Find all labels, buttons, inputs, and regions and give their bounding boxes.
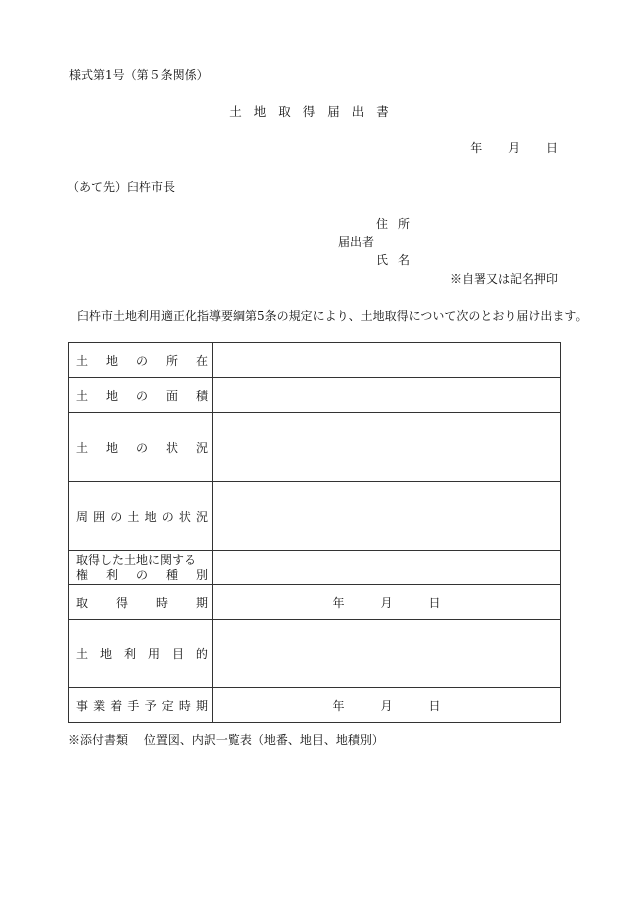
project-start-field[interactable] (213, 688, 561, 723)
row-label (69, 482, 213, 551)
table-row (69, 482, 561, 551)
acquisition-time-label: 取 得 時 期 (76, 595, 208, 610)
address-label: 住所 (376, 217, 421, 231)
land-condition-label: 土 地 の 状 況 (76, 440, 208, 455)
usage-purpose-label: 土 地 利 用 目 的 (76, 647, 208, 661)
month-label: 月 (380, 698, 393, 713)
surrounding-condition-field[interactable] (213, 482, 561, 551)
month-label: 月 (380, 595, 393, 610)
row-label (69, 551, 213, 585)
row-label (69, 343, 213, 378)
location-label: 土 地 の 所 在 (76, 353, 208, 368)
addressee: （あて先）臼杵市長 (67, 180, 176, 194)
project-start-label: 事 業 着 手 予 定 時 期 (76, 698, 208, 713)
table-row (69, 378, 561, 413)
seal-note: ※自署又は記名押印 (449, 272, 558, 286)
right-type-field[interactable] (213, 551, 561, 585)
right-type-label-line1: 取得した土地に関する (76, 552, 197, 567)
usage-purpose-field[interactable] (213, 620, 561, 688)
document-title: 土地取得届出書 (229, 104, 401, 119)
right-type-label (76, 553, 208, 583)
table-row (69, 585, 561, 620)
form-number: 様式第1号（第５条関係） (69, 68, 209, 82)
row-label (69, 585, 213, 620)
date-month-label: 月 (508, 141, 521, 155)
table-row (69, 688, 561, 723)
area-field[interactable] (213, 378, 561, 413)
table-row (69, 413, 561, 482)
land-condition-field[interactable] (213, 413, 561, 482)
day-label: 日 (428, 595, 441, 610)
attachments-note: ※添付書類 位置図、内訳一覧表（地番、地目、地積別） (68, 733, 384, 747)
table-row (69, 620, 561, 688)
year-label: 年 (332, 698, 345, 713)
right-type-label-line2: 権 利 の 種 別 (76, 567, 208, 582)
day-label: 日 (428, 698, 441, 713)
notification-table (68, 342, 561, 723)
date-day-label: 日 (545, 141, 558, 155)
table-row (69, 551, 561, 585)
notifier-label: 届出者 (338, 235, 375, 249)
table-row (69, 343, 561, 378)
area-label: 土 地 の 面 積 (76, 388, 208, 403)
intro-text: 臼杵市土地利用適正化指導要綱第5条の規定により、土地取得について次のとおり届け出ます。 (77, 309, 588, 323)
acquisition-time-field[interactable] (213, 585, 561, 620)
row-label (69, 413, 213, 482)
row-label (69, 688, 213, 723)
date-year-label: 年 (470, 141, 483, 155)
row-label (69, 378, 213, 413)
submission-date (448, 139, 558, 156)
location-field[interactable] (213, 343, 561, 378)
surrounding-condition-label: 周 囲 の 土 地 の 状 況 (76, 509, 208, 524)
row-label (69, 620, 213, 688)
year-label: 年 (332, 595, 345, 610)
name-label: 氏名 (376, 253, 421, 267)
